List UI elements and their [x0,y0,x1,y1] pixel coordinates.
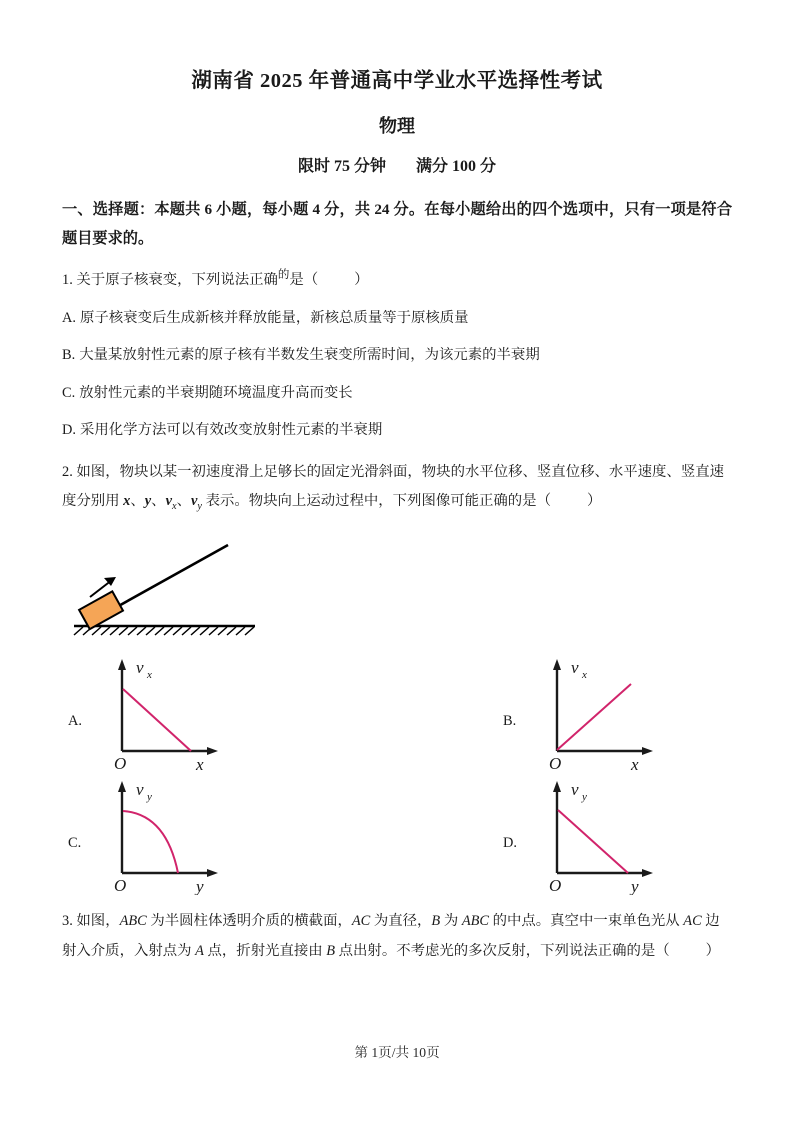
question-3-var-a: A [195,942,204,959]
graph-option-c[interactable] [62,773,397,895]
total-score: 满分 100 分 [416,158,497,176]
graph-a-origin-label: O [114,754,127,774]
graph-c-y-label: v [136,780,144,800]
graph-b-x-arrowhead [642,747,653,755]
graph-a-svg [92,651,242,773]
time-limit: 限时 75 分钟 [297,158,386,176]
graph-c-svg [92,773,242,895]
incline-plane-figure [62,517,732,641]
question-3-text-f: 边 [701,913,720,930]
graph-b-y-arrowhead [553,659,561,670]
question-3-text-a: 如图， [76,913,120,930]
question-2-number: 2. [62,463,73,480]
question-2-stem-line1 [62,446,732,488]
graph-b-svg [527,651,677,773]
question-2-text-line1: 如图，物块以某一初速度滑上足够长的固定光滑斜面，物块的水平位移、竖直位移、水平速度、竖直速 [76,463,724,480]
section-instruction: 一、选择题：本题共 6 小题，每小题 4 分，共 24 分。在每小题给出的四个选项中，只有一项是符合题目要求的。 [62,200,732,248]
exam-meta [62,138,732,178]
graph-d-y-arrowhead [553,781,561,792]
question-1-option-d[interactable] [62,408,732,446]
graph-option-b[interactable] [397,651,732,773]
question-3-text-b: 为半圆柱体透明介质的横截面， [146,913,352,930]
question-1-option-a[interactable] [62,296,732,334]
graph-a-x-label: x [196,755,204,774]
graph-option-d[interactable] [397,773,732,895]
option-b-text: 大量某放射性元素的原子核有半数发生衰变所需时间，为该元素的半衰期 [79,347,540,364]
graph-b-origin-label: O [549,754,562,774]
graph-b-x-label: x [631,755,639,774]
question-3-var-ac-2: AC [683,913,702,930]
option-a-text: 原子核衰变后生成新核并释放能量，新核总质量等于原核质量 [80,309,469,326]
question-1-text-tail: 是（ [289,272,319,289]
question-2-text-line2-lead: 度分别用 [62,493,124,510]
question-1-text: 关于原子核衰变，下列说法正确 [76,272,278,289]
graph-d-y-sublabel: y [582,791,587,804]
graph-c-y-sublabel: y [147,791,152,804]
graph-d-y-label: v [571,780,579,800]
option-c-text: 放射性元素的半衰期随环境温度升高而变长 [79,384,353,401]
question-1-number: 1. [62,272,73,289]
graph-c-origin-label: O [114,876,127,896]
question-1-paren-close: ） [354,272,369,289]
question-3-var-b-2: B [326,942,336,959]
option-d-text: 采用化学方法可以有效改变放射性元素的半衰期 [80,422,383,439]
question-2-paren-close: ） [586,493,602,510]
question-2-var-vy: v [190,493,198,510]
option-c-tag: C. [62,384,76,401]
question-2-var-x: x [123,493,131,510]
question-3-text-d: 为 [440,913,462,930]
question-1-option-c[interactable] [62,371,732,409]
graph-b-curve [557,684,631,750]
block-shape [79,592,123,630]
question-2-stem-line2: 度分别用 x、y、$v_x$、$v_y$ 表示。物块向上运动过程中，下列图像可能正确的是（ ） [62,493,602,513]
graph-a-y-arrowhead [118,659,126,670]
question-1-raised-char: 的 [277,269,290,282]
graph-d-origin-label: O [549,876,562,896]
question-3-var-abc-2: ABC [461,913,489,930]
graph-b-y-label: v [571,658,579,678]
question-3-stem-line2 [62,937,732,967]
graph-c-x-label: y [196,877,204,896]
question-2-text-line2-tail: 表示。物块向上运动过程中，下列图像可能正确的是（ [201,493,551,510]
option-b-tag: B. [62,347,76,364]
question-3-var-ac-1: AC [351,913,371,930]
question-3-var-b-1: B [431,913,441,930]
page-footer [0,1041,794,1061]
question-3-text-i: 点出射。不考虑光的多次反射，下列说法正确的是（ [335,942,670,959]
page-title: 湖南省 2025 年普通高中学业水平选择性考试 [191,70,603,92]
question-3-text-e: 的中点。真空中一束单色光从 [489,913,684,930]
incline-plane-svg [70,531,270,641]
graph-option-a[interactable] [62,651,397,773]
graph-a-y-label: v [136,658,144,678]
graph-b-label: B. [503,712,517,729]
graph-c-curve [123,811,178,873]
option-a-tag: A. [62,309,76,326]
question-2-var-vx: v [165,493,172,510]
question-2-var-y: y [144,493,152,510]
graph-d-x-label: y [631,877,639,896]
question-3-text-g: 射入介质，入射点为 [62,942,196,959]
graph-d-svg [527,773,677,895]
graph-a-curve [123,689,191,751]
question-2-sub-y: y [197,501,202,513]
question-3-number: 3. [62,913,73,930]
question-3-text-h: 点，折射光直接由 [203,942,327,959]
question-1-option-b[interactable] [62,333,732,371]
graph-d-label: D. [503,834,517,851]
graph-c-x-arrowhead [207,869,218,877]
question-3-text-c: 为直径， [370,913,432,930]
question-3-stem-line1 [62,895,732,937]
graph-d-x-arrowhead [642,869,653,877]
graph-c-y-arrowhead [118,781,126,792]
option-d-tag: D. [62,422,76,439]
question-1-stem [62,254,732,296]
question-2-graph-options [62,641,732,895]
graph-a-label: A. [68,712,82,729]
ground-hatching [74,627,254,635]
graph-b-y-sublabel: x [582,669,587,682]
question-2-sub-x: x [171,501,177,513]
graph-a-x-arrowhead [207,747,218,755]
subject-title: 物理 [379,115,415,136]
question-3-paren-close: ） [705,942,721,959]
graph-d-curve [558,810,628,873]
graph-c-label: C. [68,834,82,851]
question-3-var-abc-1: ABC [119,913,147,930]
graph-a-y-sublabel: x [147,669,152,682]
page-indicator: 第 1页/共 10页 [354,1045,440,1060]
